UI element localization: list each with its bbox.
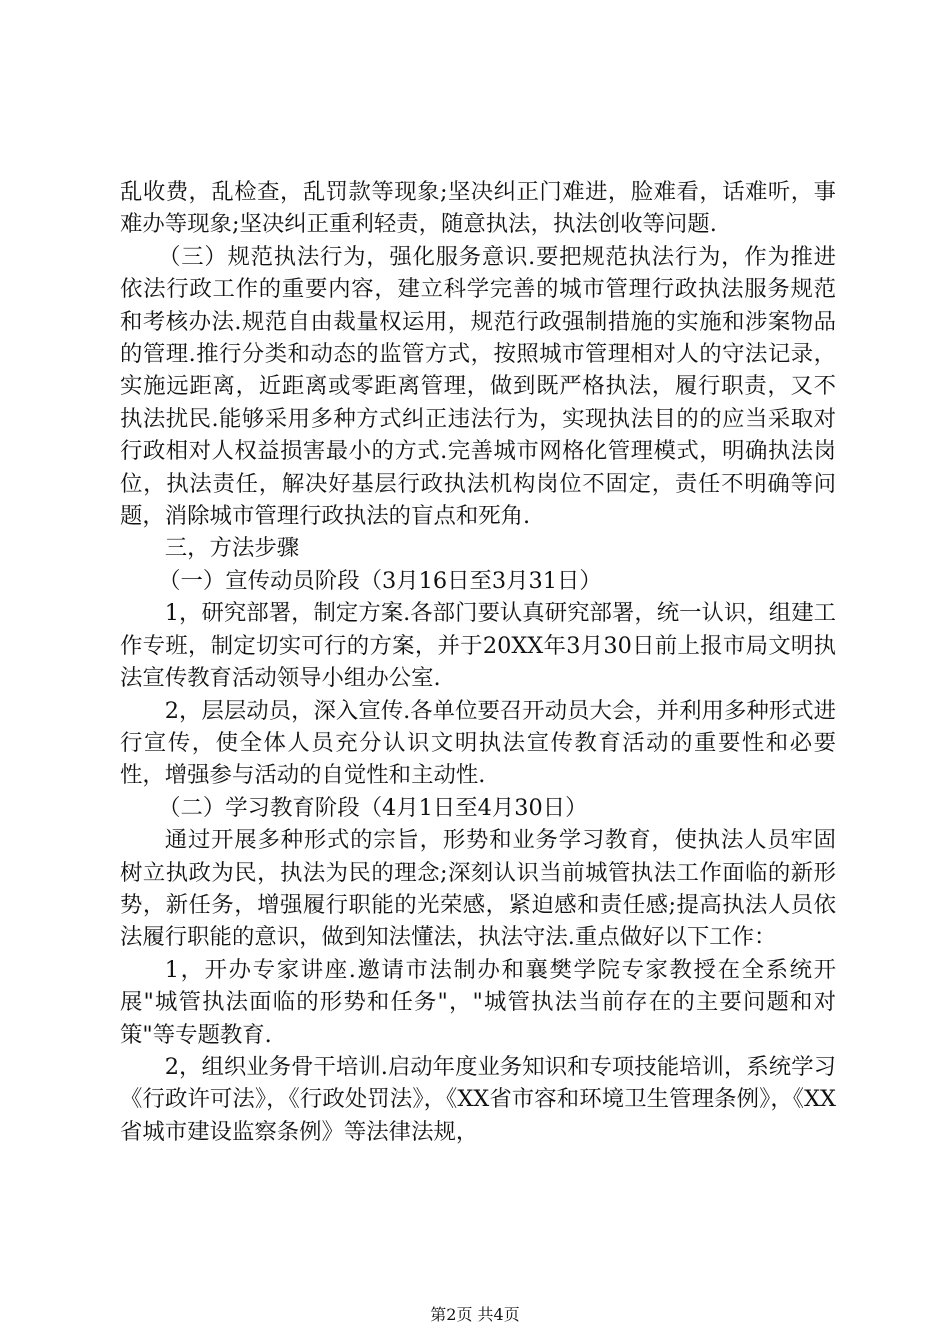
paragraph-step-1-1: 1，研究部署，制定方案.各部门要认真研究部署，统一认识，组建工作专班，制定切实可行的方案，并于20XX年3月30日前上报市局文明执法宣传教育活动领导小组办公室. (120, 600, 836, 692)
page-footer: 第2页 共4页 (430, 1305, 520, 1324)
heading-stage-2: （二）学习教育阶段（4月1日至4月30日） (158, 794, 588, 821)
paragraph-stage-2-intro: 通过开展多种形式的宗旨，形势和业务学习教育，使执法人员牢固树立执政为民，执法为民的理念;深刻认识当前城管执法工作面临的新形势，新任务，增强履行职能的光荣感，紧迫感和责任感;提高执法人员依法履行职能的意识，做到知法懂法，执法守法.重点做好以下工作： (120, 827, 836, 951)
paragraph-step-2-1: 1，开办专家讲座.邀请市法制办和襄樊学院专家教授在全系统开展"城管执法面临的形势和任务"，"城管执法当前存在的主要问题和对策"等专题教育. (120, 956, 836, 1048)
paragraph-step-1-2: 2，层层动员，深入宣传.各单位要召开动员大会，并利用多种形式进行宣传，使全体人员充分认识文明执法宣传教育活动的重要性和必要性，增强参与活动的自觉性和主动性. (120, 697, 836, 789)
heading-stage-1: （一）宣传动员阶段（3月16日至3月31日） (158, 567, 602, 594)
document-body (120, 176, 836, 1148)
heading-method-steps: 三，方法步骤 (164, 535, 300, 562)
paragraph-continued: 乱收费，乱检查，乱罚款等现象;坚决纠正门难进，脸难看，话难听，事难办等现象;坚决纠正重利轻责，随意执法，执法创收等问题. (120, 179, 836, 238)
paragraph-section-3: （三）规范执法行为，强化服务意识.要把规范执法行为，作为推进依法行政工作的重要内容，建立科学完善的城市管理行政执法服务规范和考核办法.规范自由裁量权运用，规范行政强制措施的实施和涉案物品的管理.推行分类和动态的监管方式，按照城市管理相对人的守法记录，实施远距离，近距离或零距离管理，做到既严格执法，履行职责，又不执法扰民.能够采用多种方式纠正违法行为，实现执法目的的应当采取对行政相对人权益损害最小的方式.完善城市网格化管理模式，明确执法岗位，执法责任，解决好基层行政执法机构岗位不固定，责任不明确等问题，消除城市管理行政执法的盲点和死角. (120, 243, 836, 530)
paragraph-step-2-2: 2，组织业务骨干培训.启动年度业务知识和专项技能培训，系统学习《行政许可法》，《行政处罚法》，《XX省市容和环境卫生管理条例》，《XX省城市建设监察条例》等法律法规， (120, 1053, 836, 1145)
